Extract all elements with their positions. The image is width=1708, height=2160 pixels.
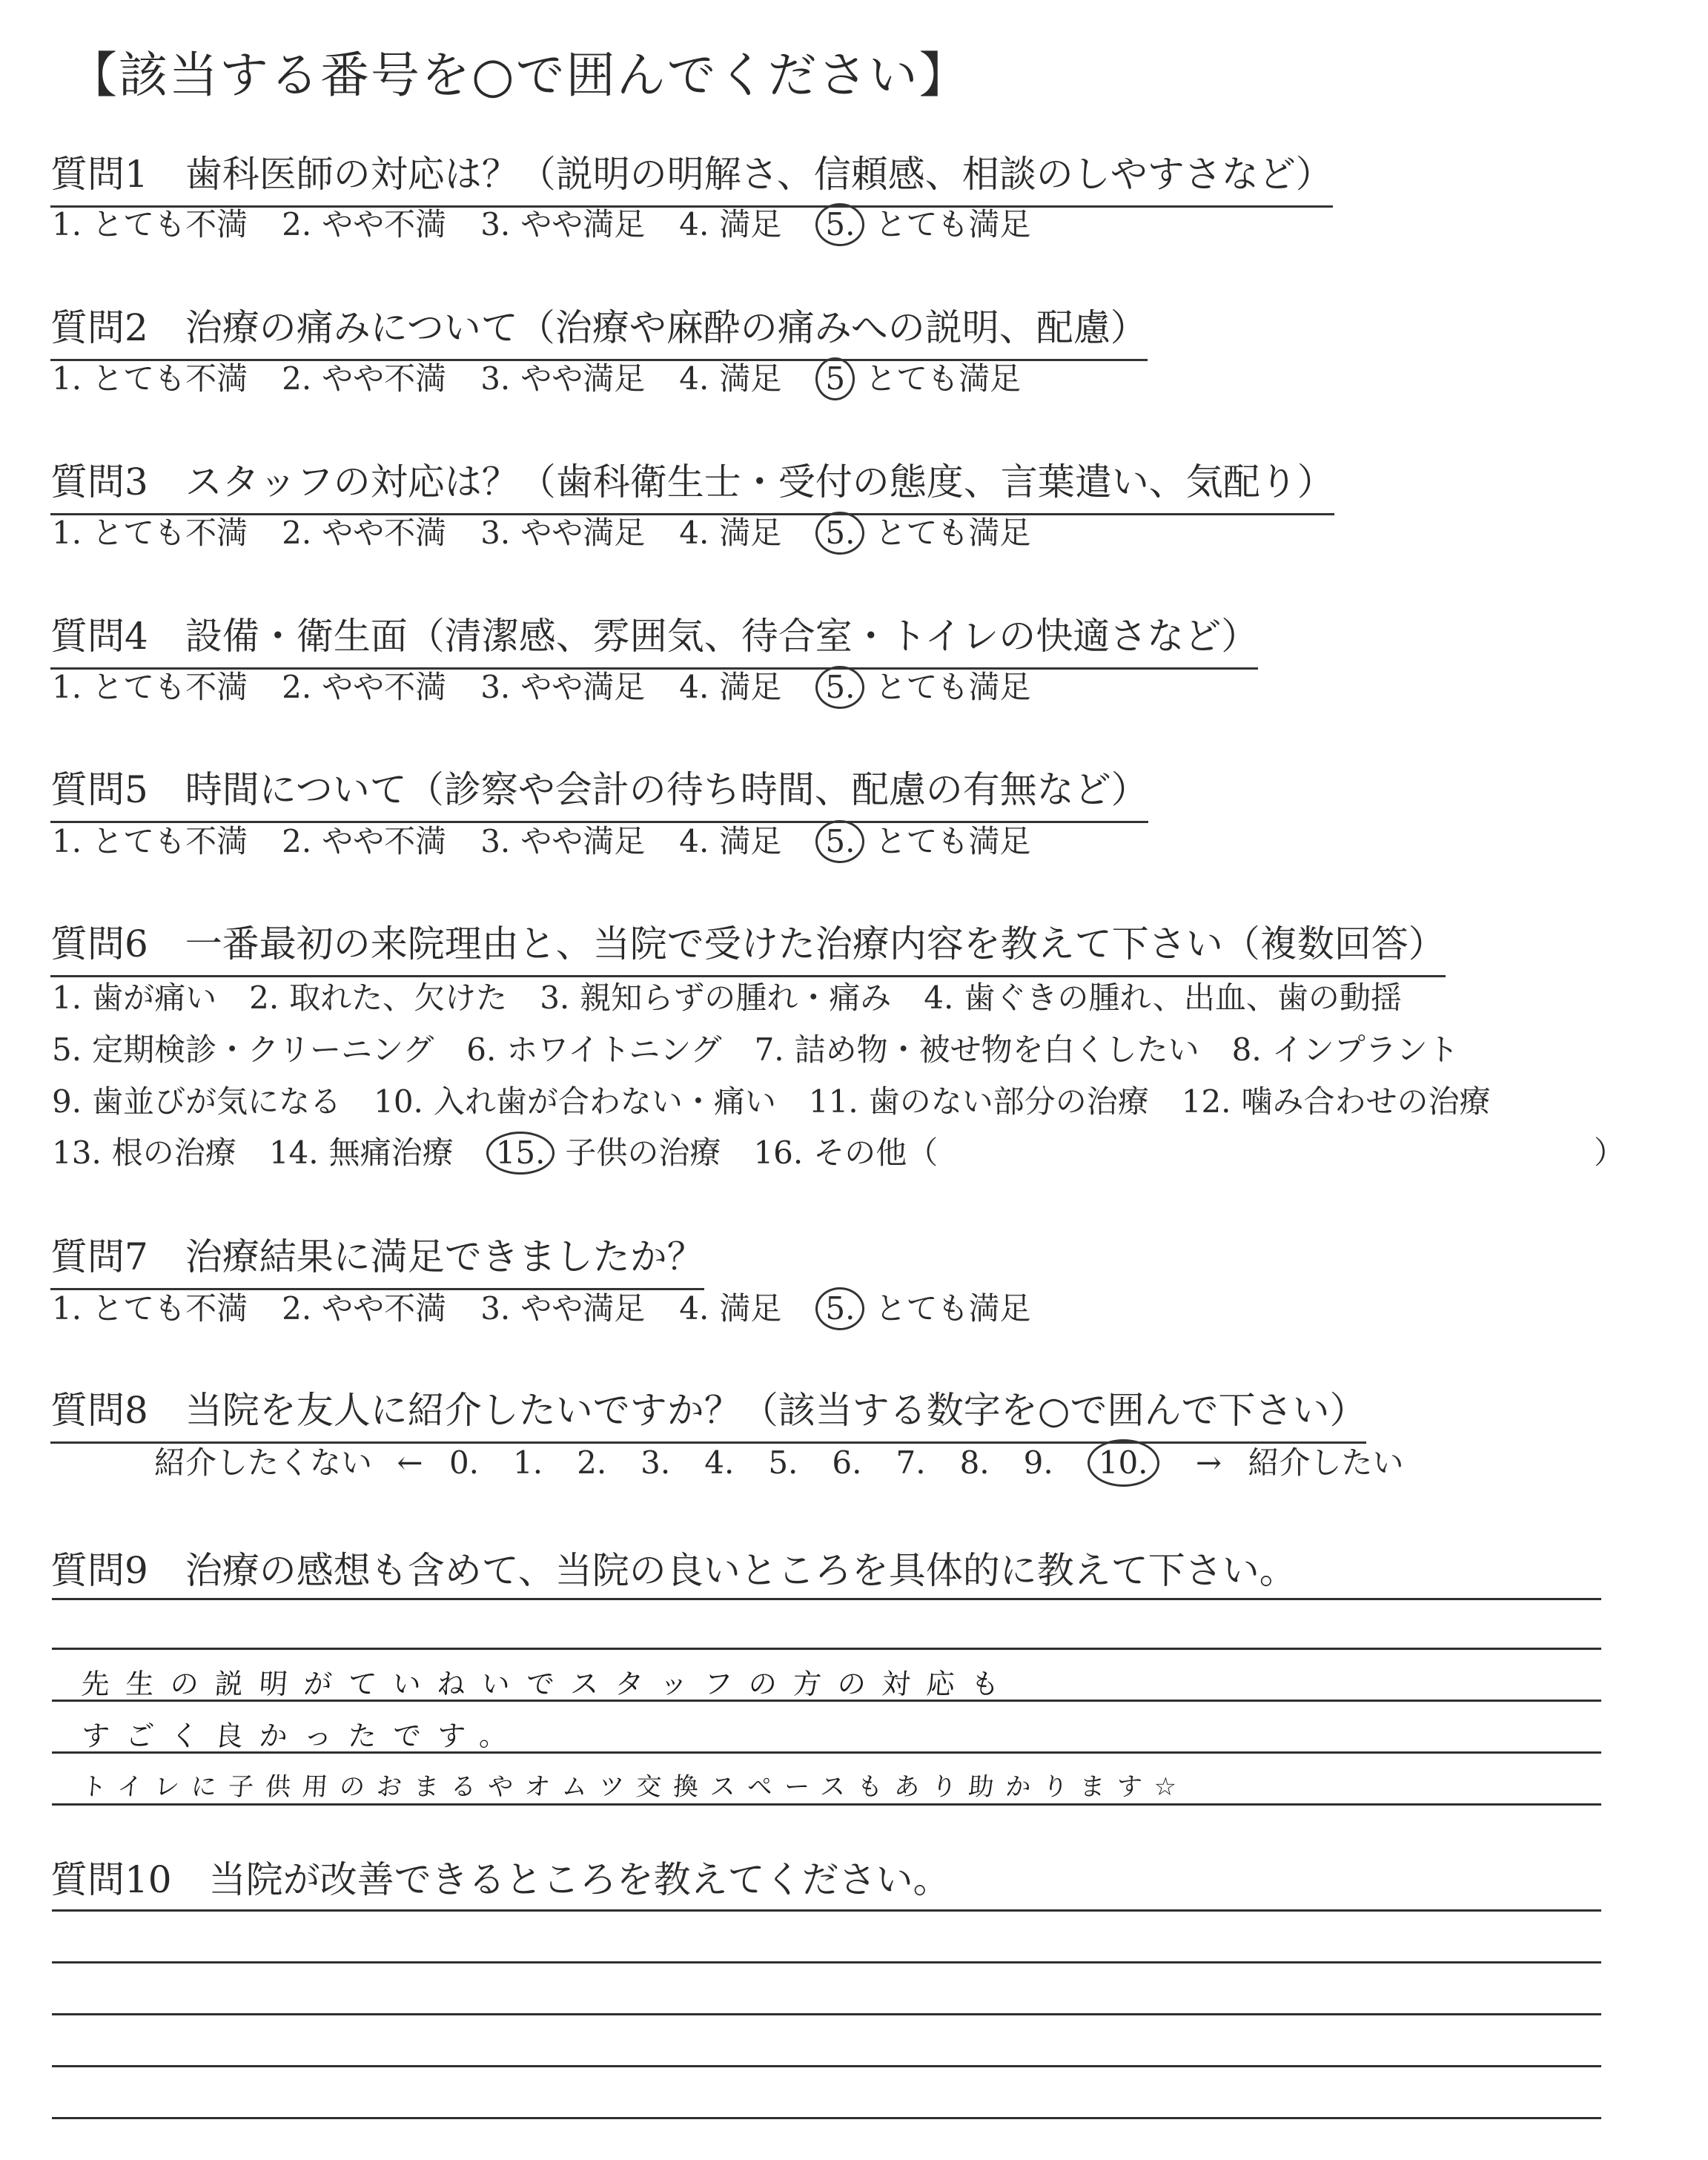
q4-option-4[interactable]: 4. 満足	[679, 669, 782, 705]
q3-option-2[interactable]: 2. やや不満	[282, 515, 447, 551]
question-7-heading: 質問7 治療結果に満足できましたか？	[50, 1227, 704, 1290]
q2-option-1[interactable]: 1. とても不満	[52, 360, 248, 397]
q4-option-1[interactable]: 1. とても不満	[52, 669, 248, 705]
q1-option-4[interactable]: 4. 満足	[679, 206, 782, 242]
q3-option-4[interactable]: 4. 満足	[679, 515, 782, 551]
q6-option-9[interactable]: 9. 歯並びが気になる	[52, 1083, 342, 1120]
q8-score-2[interactable]: 2.	[577, 1444, 607, 1481]
q8-score-1[interactable]: 1.	[513, 1444, 543, 1481]
answer-line	[52, 1751, 1601, 1754]
q5-option-1[interactable]: 1. とても不満	[52, 823, 248, 859]
q1-option-3[interactable]: 3. やや満足	[480, 206, 646, 242]
q5-option-2[interactable]: 2. やや不満	[282, 823, 447, 859]
answer-line	[52, 1598, 1601, 1600]
q6-option-5[interactable]: 5. 定期検診・クリーニング	[52, 1031, 434, 1068]
q7-option-5-circled[interactable]: 5. とても満足	[815, 1284, 1030, 1330]
q8-score-9[interactable]: 9.	[1023, 1444, 1053, 1481]
q6-other-close-paren: ）	[1594, 1135, 1626, 1171]
q6-option-16[interactable]: 16. その他（	[753, 1135, 939, 1171]
q8-score-4[interactable]: 4.	[704, 1444, 735, 1481]
answer-line	[52, 1648, 1601, 1650]
q1-option-1[interactable]: 1. とても不満	[52, 206, 248, 242]
answer-line	[52, 2117, 1601, 2119]
answer-line	[52, 2013, 1601, 2015]
q9-handwritten-answer-line-3: トイレに子供用のおまるやオムツ交換スペースもあり助かります☆	[80, 1772, 1190, 1802]
q8-left-label: 紹介したくない	[154, 1444, 373, 1481]
q6-option-12[interactable]: 12. 噛み合わせの治療	[1181, 1083, 1491, 1120]
q6-row-3	[52, 1077, 1523, 1122]
q9-handwritten-answer-line-2: すごく良かったです。	[80, 1720, 526, 1752]
q6-option-10[interactable]: 10. 入れ歯が合わない・痛い	[374, 1083, 776, 1120]
q2-option-4[interactable]: 4. 満足	[679, 360, 782, 397]
q8-score-8[interactable]: 8.	[959, 1444, 990, 1481]
q1-option-5-circled[interactable]: 5. とても満足	[815, 200, 1030, 246]
q6-row-4	[52, 1129, 970, 1175]
q6-option-14[interactable]: 14. 無痛治療	[268, 1135, 454, 1171]
q6-option-8[interactable]: 8. インプラント	[1231, 1031, 1459, 1068]
q6-row-1	[52, 974, 1434, 1018]
answer-line	[52, 1803, 1601, 1806]
q7-option-1[interactable]: 1. とても不満	[52, 1290, 248, 1327]
left-arrow-icon: ←	[397, 1444, 423, 1481]
answer-line	[52, 1961, 1601, 1964]
page-title: 【該当する番号を○で囲んでください】	[68, 47, 970, 104]
answer-line	[52, 1909, 1601, 1912]
question-3-heading: 質問3 スタッフの対応は？（歯科衛生士・受付の態度、言葉遣い、気配り）	[50, 452, 1334, 515]
q2-option-5-circled[interactable]: 5 とても満足	[815, 354, 1021, 400]
q2-option-2[interactable]: 2. やや不満	[282, 360, 447, 397]
answer-line	[52, 1700, 1601, 1702]
question-4-options	[52, 663, 1065, 709]
question-10-heading: 質問10 当院が改善できるところを教えてください。	[50, 1858, 950, 1901]
q1-option-2[interactable]: 2. やや不満	[282, 206, 447, 242]
q6-option-13[interactable]: 13. 根の治療	[52, 1135, 236, 1171]
q6-option-15-circled[interactable]: 15. 子供の治療	[486, 1129, 721, 1175]
q4-option-5-circled[interactable]: 5. とても満足	[815, 663, 1030, 709]
q5-option-3[interactable]: 3. やや満足	[480, 823, 646, 859]
q9-handwritten-answer-line-1: 先生の説明がていねいでスタッフの方の対応も	[80, 1668, 1017, 1700]
q4-option-3[interactable]: 3. やや満足	[480, 669, 646, 705]
q6-row-2	[52, 1025, 1492, 1070]
q8-right-label: 紹介したい	[1248, 1444, 1404, 1481]
answer-line	[52, 2065, 1601, 2067]
question-3-options	[52, 509, 1065, 555]
q8-score-3[interactable]: 3.	[640, 1444, 671, 1481]
q6-option-1[interactable]: 1. 歯が痛い	[52, 980, 217, 1016]
question-6-heading: 質問6 一番最初の来院理由と、当院で受けた治療内容を教えて下さい（複数回答）	[50, 914, 1446, 977]
question-2-options	[52, 354, 1055, 400]
q3-option-5-circled[interactable]: 5. とても満足	[815, 509, 1030, 555]
q8-score-10-circled[interactable]: 10.	[1088, 1439, 1159, 1487]
question-9-heading: 質問9 治療の感想も含めて、当院の良いところを具体的に教えて下さい。	[50, 1549, 1297, 1592]
q8-recommend-scale	[154, 1439, 1403, 1487]
q6-option-7[interactable]: 7. 詰め物・被せ物を白くしたい	[754, 1031, 1199, 1068]
question-1-options	[52, 200, 1065, 246]
right-arrow-icon: →	[1195, 1444, 1222, 1481]
q8-score-0[interactable]: 0.	[448, 1444, 480, 1481]
q3-option-1[interactable]: 1. とても不満	[52, 515, 248, 551]
question-7-options	[52, 1284, 1065, 1330]
question-5-options	[52, 817, 1065, 863]
q7-option-3[interactable]: 3. やや満足	[480, 1290, 646, 1327]
q6-option-6[interactable]: 6. ホワイトニング	[466, 1031, 722, 1068]
question-1-heading: 質問1 歯科医師の対応は？（説明の明解さ、信頼感、相談のしやすさなど）	[50, 145, 1333, 208]
question-5-heading: 質問5 時間について（診察や会計の待ち時間、配慮の有無など）	[50, 760, 1148, 823]
q6-option-4[interactable]: 4. 歯ぐきの腫れ、出血、歯の動揺	[924, 980, 1402, 1016]
q2-option-3[interactable]: 3. やや満足	[480, 360, 646, 397]
q5-option-5-circled[interactable]: 5. とても満足	[815, 817, 1030, 863]
q7-option-4[interactable]: 4. 満足	[679, 1290, 782, 1327]
q7-option-2[interactable]: 2. やや不満	[282, 1290, 447, 1327]
q5-option-4[interactable]: 4. 満足	[679, 823, 782, 859]
question-2-heading: 質問2 治療の痛みについて（治療や麻酔の痛みへの説明、配慮）	[50, 298, 1148, 361]
q8-score-6[interactable]: 6.	[832, 1444, 862, 1481]
q6-option-11[interactable]: 11. 歯のない部分の治療	[808, 1083, 1149, 1120]
question-4-heading: 質問4 設備・衛生面（清潔感、雰囲気、待合室・トイレの快適さなど）	[50, 607, 1258, 670]
q8-score-5[interactable]: 5.	[768, 1444, 798, 1481]
q8-score-7[interactable]: 7.	[896, 1444, 926, 1481]
q6-option-3[interactable]: 3. 親知らずの腫れ・痛み	[540, 980, 892, 1016]
q4-option-2[interactable]: 2. やや不満	[282, 669, 447, 705]
q3-option-3[interactable]: 3. やや満足	[480, 515, 646, 551]
q6-option-2[interactable]: 2. 取れた、欠けた	[249, 980, 508, 1016]
question-8-heading: 質問8 当院を友人に紹介したいですか？（該当する数字を○で囲んで下さい）	[50, 1381, 1366, 1444]
